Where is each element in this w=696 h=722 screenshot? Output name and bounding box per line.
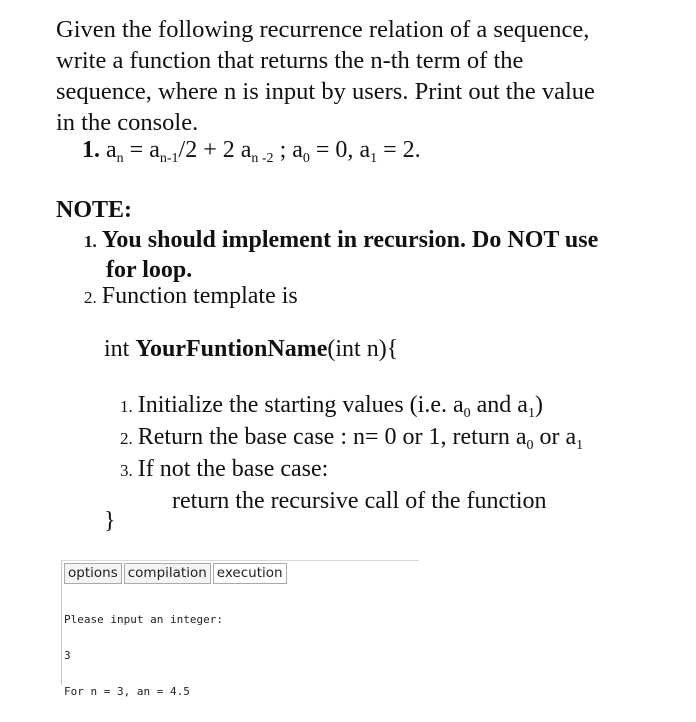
note-item-recursion: 1. You should implement in recursion. Do NOT use for loop. (84, 227, 599, 283)
function-name: YourFuntionName (135, 336, 328, 362)
recurrence-formula: 1. $a_n = a_{n-1}/2 + 2$ $a_{n -2}$ ; $a_0 = 0$, $a_1 = 2$. (82, 137, 421, 166)
console-panel (61, 560, 419, 698)
template-step: 3. If not the base case: (120, 456, 329, 482)
console-line: Please input an integer: (64, 613, 223, 626)
intro-line: Given the following recurrence relation of a sequence, (56, 16, 590, 43)
intro-line: in the console. (56, 109, 199, 136)
note-heading: NOTE: (56, 197, 133, 223)
return-line: return the recursive call of the function (172, 488, 547, 514)
formula-number: 1. (82, 137, 100, 163)
closing-brace: } (104, 508, 116, 534)
template-steps (120, 390, 583, 516)
console-output (62, 584, 419, 722)
template-step: 2. Return the base case : n= 0 or 1, return $a_0$ or $a_1$ (120, 424, 584, 453)
console-line: For n = 3, an = 4.5 (64, 685, 190, 698)
intro-line: write a function that returns the n-th term of the (56, 47, 524, 74)
function-signature: int YourFuntionName(int n){ (104, 336, 399, 362)
template-step: 1. Initialize the starting values (i.e. $a_0$ and $a_1$) (120, 392, 543, 421)
problem-intro (56, 14, 595, 138)
console-line: 3 (64, 649, 71, 662)
tab-options[interactable]: options (64, 563, 122, 584)
note-item-template: 2. Function template is (84, 283, 298, 309)
tab-execution[interactable]: execution (213, 563, 287, 584)
tab-compilation[interactable]: compilation (124, 563, 211, 584)
console-tabs (62, 561, 419, 584)
intro-line: sequence, where n is input by users. Print out the value (56, 78, 595, 105)
